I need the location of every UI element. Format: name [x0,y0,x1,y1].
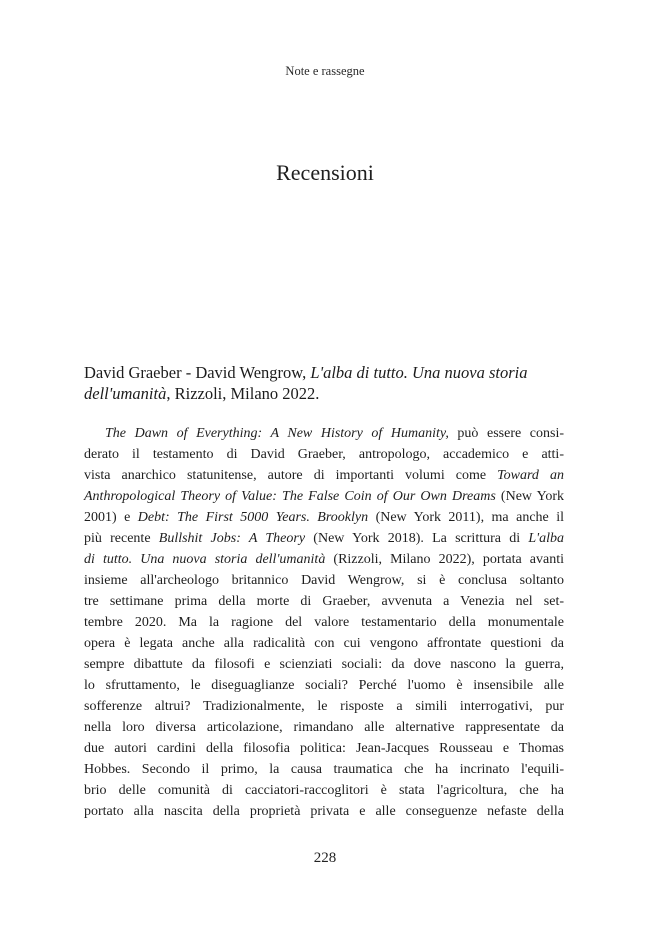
page-number: 228 [313,850,337,866]
body-text-segment: insieme all'archeologo britannico David Wengrow, si è conclusa soltanto [84,573,564,588]
body-line [84,759,564,780]
body-line [84,738,564,759]
running-head: Note e rassegne [285,64,365,78]
body-line [84,507,564,528]
body-text-segment: lo sfruttamento, le diseguaglianze sociali? Perché l'uomo è insensibile alle [84,678,564,693]
body-line [84,780,564,801]
body-text-segment: nella loro diversa articolazione, rimandano alle alternative rappresentate da [84,720,564,735]
body-line [84,717,564,738]
review-heading-line-2 [84,383,564,404]
body-line [84,465,564,486]
body-line [84,444,564,465]
italic-title-text: di tutto. Una nuova storia dell'umanità [84,552,326,567]
body-line [84,633,564,654]
review-heading-line-1 [84,362,564,383]
review-book-title-part-2: dell'umanità [84,384,167,403]
review-body-paragraph [84,423,564,822]
body-text-segment: sempre dibattute da filosofi e scienziati sociali: da dove nascono la guerra, [84,657,564,672]
italic-title-text: L'alba [528,531,565,546]
body-text-segment: Hobbes. Secondo il primo, la causa traumatica che ha incrinato l'equili- [84,762,564,777]
body-line [84,591,564,612]
body-text-segment: sofferenze altrui? Tradizionalmente, le risposte a simili interrogativi, pur [84,699,564,714]
body-text-segment: (New York 2011), ma anche il [368,510,564,525]
body-text-segment: più recente [84,531,159,546]
body-text-segment: derato il testamento di David Graeber, antropologo, accademico e atti- [84,447,564,462]
body-text-segment: (Rizzoli, Milano 2022), portata avanti [325,552,564,567]
body-line [84,801,564,822]
section-title: Recensioni [276,160,374,185]
body-line [84,528,564,549]
italic-title-text: Toward an [497,468,564,483]
body-text-segment: opera è legata anche alla radicalità con cui vengono affrontate questioni da [84,636,564,651]
body-line [84,696,564,717]
body-text-segment: può essere consi- [448,426,565,441]
body-line [84,654,564,675]
body-line [84,423,564,444]
body-text-segment: due autori cardini della filosofia politica: Jean-Jacques Rousseau e Thomas [84,741,564,756]
body-text-segment: brio delle comunità di cacciatori-raccoglitori è stata l'agricoltura, che ha [84,783,564,798]
body-text-segment: tembre 2020. Ma la ragione del valore testamentario della monumentale [84,615,564,630]
italic-title-text: The Dawn of Everything: A New History of Humanity, [105,426,449,441]
body-line [84,549,564,570]
review-bibliographic-heading [84,362,564,404]
body-text-segment: (New York 2018). La scrittura di [305,531,529,546]
body-text-segment: (New York [495,489,565,504]
body-text-segment: 2001) e [84,510,138,525]
review-book-title-part-1: L'alba di tutto. Una nuova storia [310,363,528,382]
review-publisher-info: , Rizzoli, Milano 2022. [166,384,320,403]
body-line [84,486,564,507]
review-authors: David Graeber - David Wengrow, [84,363,311,382]
body-line [84,675,564,696]
body-line [84,570,564,591]
italic-title-text: Bullshit Jobs: A Theory [158,531,306,546]
body-text-segment: tre settimane prima della morte di Graeber, avvenuta a Venezia nel set- [84,594,564,609]
italic-title-text: Anthropological Theory of Value: The False Coin of Our Own Dreams [84,489,496,504]
italic-title-text: Debt: The First 5000 Years. Brooklyn [137,510,369,525]
body-line [84,612,564,633]
body-text-segment: portato alla nascita della proprietà privata e alle conseguenze nefaste della [84,804,564,819]
body-text-segment: vista anarchico statunitense, autore di importanti volumi come [84,468,498,483]
